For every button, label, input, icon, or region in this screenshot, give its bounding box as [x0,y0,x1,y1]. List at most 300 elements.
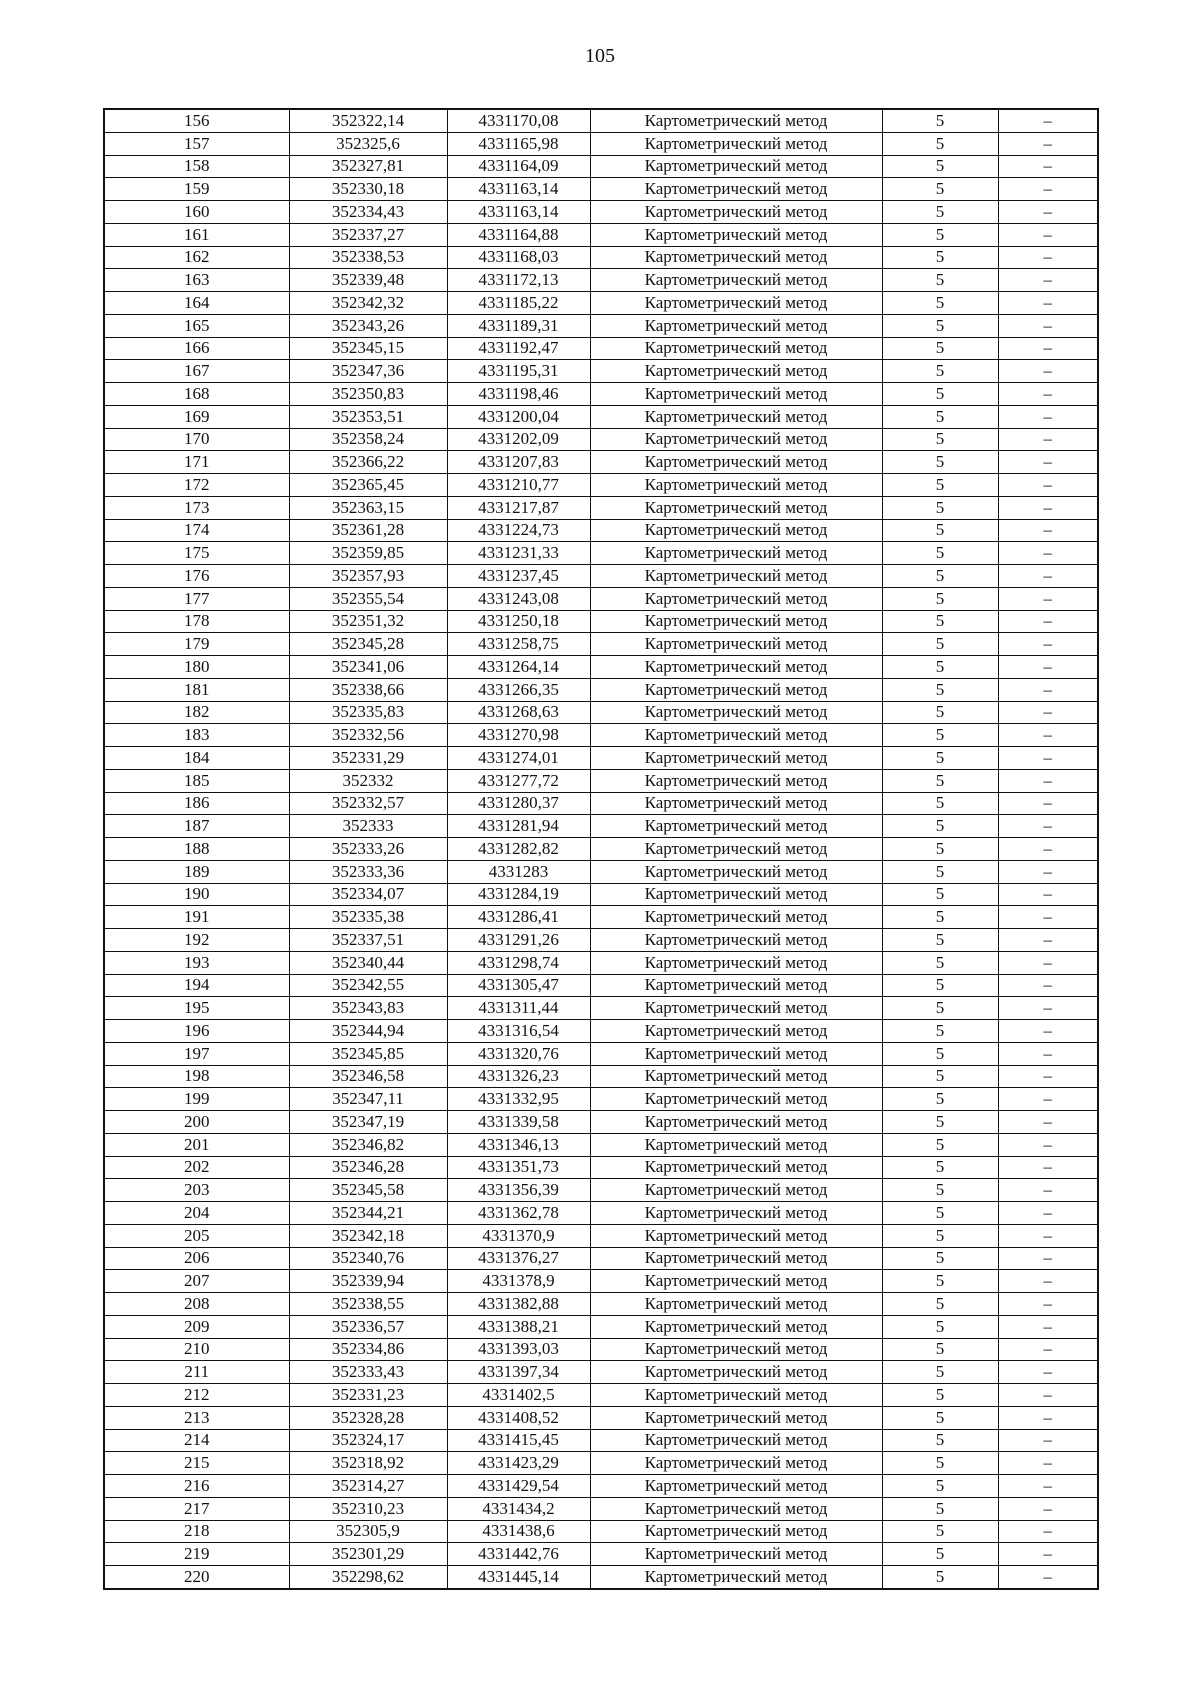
y-coordinate-cell: 4331326,23 [447,1065,590,1088]
note-cell: – [998,542,1098,565]
accuracy-cell: 5 [882,1247,998,1270]
note-cell: – [998,1361,1098,1384]
y-coordinate-cell: 4331397,34 [447,1361,590,1384]
accuracy-cell: 5 [882,1543,998,1566]
y-coordinate-cell: 4331378,9 [447,1270,590,1293]
x-coordinate-cell: 352336,57 [289,1315,447,1338]
x-coordinate-cell: 352339,48 [289,269,447,292]
y-coordinate-cell: 4331281,94 [447,815,590,838]
method-cell: Картометрический метод [590,1315,882,1338]
table-row [104,610,1098,633]
accuracy-cell: 5 [882,883,998,906]
table-row [104,542,1098,565]
note-cell: – [998,1566,1098,1589]
point-number-cell: 163 [104,269,289,292]
x-coordinate-cell: 352322,14 [289,109,447,132]
accuracy-cell: 5 [882,201,998,224]
x-coordinate-cell: 352346,28 [289,1156,447,1179]
note-cell: – [998,565,1098,588]
method-cell: Картометрический метод [590,405,882,428]
x-coordinate-cell: 352359,85 [289,542,447,565]
note-cell: – [998,201,1098,224]
point-number-cell: 176 [104,565,289,588]
x-coordinate-cell: 352333,36 [289,860,447,883]
point-number-cell: 169 [104,405,289,428]
y-coordinate-cell: 4331277,72 [447,769,590,792]
point-number-cell: 185 [104,769,289,792]
y-coordinate-cell: 4331210,77 [447,474,590,497]
note-cell: – [998,383,1098,406]
x-coordinate-cell: 352347,19 [289,1111,447,1134]
point-number-cell: 167 [104,360,289,383]
table-row [104,587,1098,610]
accuracy-cell: 5 [882,906,998,929]
note-cell: – [998,1475,1098,1498]
method-cell: Картометрический метод [590,1384,882,1407]
point-number-cell: 164 [104,292,289,315]
y-coordinate-cell: 4331164,88 [447,223,590,246]
point-number-cell: 178 [104,610,289,633]
x-coordinate-cell: 352340,76 [289,1247,447,1270]
method-cell: Картометрический метод [590,724,882,747]
point-number-cell: 157 [104,132,289,155]
table-row [104,1429,1098,1452]
x-coordinate-cell: 352355,54 [289,587,447,610]
method-cell: Картометрический метод [590,451,882,474]
note-cell: – [998,838,1098,861]
method-cell: Картометрический метод [590,701,882,724]
point-number-cell: 188 [104,838,289,861]
x-coordinate-cell: 352310,23 [289,1497,447,1520]
note-cell: – [998,678,1098,701]
note-cell: – [998,587,1098,610]
note-cell: – [998,178,1098,201]
note-cell: – [998,292,1098,315]
method-cell: Картометрический метод [590,1520,882,1543]
point-number-cell: 179 [104,633,289,656]
x-coordinate-cell: 352361,28 [289,519,447,542]
accuracy-cell: 5 [882,1270,998,1293]
accuracy-cell: 5 [882,1406,998,1429]
method-cell: Картометрический метод [590,1202,882,1225]
x-coordinate-cell: 352332 [289,769,447,792]
x-coordinate-cell: 352334,07 [289,883,447,906]
x-coordinate-cell: 352330,18 [289,178,447,201]
note-cell: – [998,724,1098,747]
point-number-cell: 218 [104,1520,289,1543]
y-coordinate-cell: 4331200,04 [447,405,590,428]
accuracy-cell: 5 [882,405,998,428]
note-cell: – [998,1338,1098,1361]
method-cell: Картометрический метод [590,1156,882,1179]
note-cell: – [998,269,1098,292]
accuracy-cell: 5 [882,747,998,770]
accuracy-cell: 5 [882,474,998,497]
table-row [104,974,1098,997]
y-coordinate-cell: 4331311,44 [447,997,590,1020]
accuracy-cell: 5 [882,633,998,656]
note-cell: – [998,1384,1098,1407]
note-cell: – [998,747,1098,770]
x-coordinate-cell: 352334,86 [289,1338,447,1361]
point-number-cell: 156 [104,109,289,132]
point-number-cell: 182 [104,701,289,724]
method-cell: Картометрический метод [590,815,882,838]
point-number-cell: 165 [104,314,289,337]
method-cell: Картометрический метод [590,178,882,201]
point-number-cell: 199 [104,1088,289,1111]
y-coordinate-cell: 4331224,73 [447,519,590,542]
point-number-cell: 158 [104,155,289,178]
method-cell: Картометрический метод [590,519,882,542]
table-row [104,519,1098,542]
x-coordinate-cell: 352333 [289,815,447,838]
table-row [104,201,1098,224]
point-number-cell: 193 [104,951,289,974]
y-coordinate-cell: 4331280,37 [447,792,590,815]
method-cell: Картометрический метод [590,474,882,497]
x-coordinate-cell: 352341,06 [289,656,447,679]
x-coordinate-cell: 352347,36 [289,360,447,383]
point-number-cell: 198 [104,1065,289,1088]
x-coordinate-cell: 352358,24 [289,428,447,451]
method-cell: Картометрический метод [590,1111,882,1134]
table-row [104,132,1098,155]
method-cell: Картометрический метод [590,223,882,246]
table-row [104,1156,1098,1179]
point-number-cell: 162 [104,246,289,269]
x-coordinate-cell: 352350,83 [289,383,447,406]
note-cell: – [998,1429,1098,1452]
accuracy-cell: 5 [882,997,998,1020]
note-cell: – [998,997,1098,1020]
accuracy-cell: 5 [882,974,998,997]
point-number-cell: 217 [104,1497,289,1520]
method-cell: Картометрический метод [590,496,882,519]
point-number-cell: 184 [104,747,289,770]
y-coordinate-cell: 4331408,52 [447,1406,590,1429]
accuracy-cell: 5 [882,132,998,155]
x-coordinate-cell: 352333,26 [289,838,447,861]
table-row [104,337,1098,360]
table-row [104,747,1098,770]
point-number-cell: 196 [104,1020,289,1043]
coordinates-table [103,108,1099,1590]
method-cell: Картометрический метод [590,1566,882,1589]
note-cell: – [998,860,1098,883]
y-coordinate-cell: 4331170,08 [447,109,590,132]
point-number-cell: 189 [104,860,289,883]
point-number-cell: 209 [104,1315,289,1338]
accuracy-cell: 5 [882,1315,998,1338]
point-number-cell: 174 [104,519,289,542]
accuracy-cell: 5 [882,292,998,315]
method-cell: Картометрический метод [590,974,882,997]
note-cell: – [998,314,1098,337]
y-coordinate-cell: 4331346,13 [447,1133,590,1156]
method-cell: Картометрический метод [590,951,882,974]
y-coordinate-cell: 4331316,54 [447,1020,590,1043]
x-coordinate-cell: 352346,82 [289,1133,447,1156]
y-coordinate-cell: 4331356,39 [447,1179,590,1202]
accuracy-cell: 5 [882,1429,998,1452]
note-cell: – [998,405,1098,428]
table-row [104,109,1098,132]
accuracy-cell: 5 [882,951,998,974]
note-cell: – [998,633,1098,656]
point-number-cell: 166 [104,337,289,360]
accuracy-cell: 5 [882,223,998,246]
method-cell: Картометрический метод [590,1293,882,1316]
method-cell: Картометрический метод [590,292,882,315]
accuracy-cell: 5 [882,1156,998,1179]
note-cell: – [998,1224,1098,1247]
table-row [104,246,1098,269]
point-number-cell: 204 [104,1202,289,1225]
table-row [104,405,1098,428]
x-coordinate-cell: 352301,29 [289,1543,447,1566]
note-cell: – [998,337,1098,360]
x-coordinate-cell: 352338,55 [289,1293,447,1316]
table-row [104,1384,1098,1407]
accuracy-cell: 5 [882,1133,998,1156]
note-cell: – [998,1133,1098,1156]
note-cell: – [998,1247,1098,1270]
point-number-cell: 186 [104,792,289,815]
y-coordinate-cell: 4331165,98 [447,132,590,155]
x-coordinate-cell: 352332,57 [289,792,447,815]
accuracy-cell: 5 [882,838,998,861]
x-coordinate-cell: 352331,23 [289,1384,447,1407]
note-cell: – [998,792,1098,815]
y-coordinate-cell: 4331168,03 [447,246,590,269]
x-coordinate-cell: 352340,44 [289,951,447,974]
point-number-cell: 200 [104,1111,289,1134]
y-coordinate-cell: 4331442,76 [447,1543,590,1566]
method-cell: Картометрический метод [590,929,882,952]
method-cell: Картометрический метод [590,1270,882,1293]
y-coordinate-cell: 4331250,18 [447,610,590,633]
method-cell: Картометрический метод [590,838,882,861]
accuracy-cell: 5 [882,1497,998,1520]
accuracy-cell: 5 [882,656,998,679]
x-coordinate-cell: 352318,92 [289,1452,447,1475]
x-coordinate-cell: 352337,51 [289,929,447,952]
table-row [104,1406,1098,1429]
table-row [104,1179,1098,1202]
x-coordinate-cell: 352342,18 [289,1224,447,1247]
accuracy-cell: 5 [882,929,998,952]
x-coordinate-cell: 352346,58 [289,1065,447,1088]
method-cell: Картометрический метод [590,610,882,633]
accuracy-cell: 5 [882,269,998,292]
note-cell: – [998,132,1098,155]
table-row [104,701,1098,724]
note-cell: – [998,610,1098,633]
method-cell: Картометрический метод [590,428,882,451]
table-row [104,1020,1098,1043]
y-coordinate-cell: 4331202,09 [447,428,590,451]
table-row [104,451,1098,474]
y-coordinate-cell: 4331393,03 [447,1338,590,1361]
y-coordinate-cell: 4331243,08 [447,587,590,610]
y-coordinate-cell: 4331382,88 [447,1293,590,1316]
note-cell: – [998,496,1098,519]
note-cell: – [998,1088,1098,1111]
point-number-cell: 183 [104,724,289,747]
accuracy-cell: 5 [882,1088,998,1111]
table-row [104,1202,1098,1225]
table-row [104,223,1098,246]
accuracy-cell: 5 [882,496,998,519]
x-coordinate-cell: 352339,94 [289,1270,447,1293]
x-coordinate-cell: 352345,15 [289,337,447,360]
method-cell: Картометрический метод [590,1179,882,1202]
point-number-cell: 170 [104,428,289,451]
table-row [104,656,1098,679]
x-coordinate-cell: 352333,43 [289,1361,447,1384]
note-cell: – [998,1111,1098,1134]
accuracy-cell: 5 [882,155,998,178]
note-cell: – [998,1202,1098,1225]
point-number-cell: 220 [104,1566,289,1589]
point-number-cell: 180 [104,656,289,679]
accuracy-cell: 5 [882,769,998,792]
method-cell: Картометрический метод [590,1338,882,1361]
point-number-cell: 212 [104,1384,289,1407]
point-number-cell: 160 [104,201,289,224]
method-cell: Картометрический метод [590,132,882,155]
table-row [104,292,1098,315]
note-cell: – [998,701,1098,724]
note-cell: – [998,656,1098,679]
x-coordinate-cell: 352342,32 [289,292,447,315]
x-coordinate-cell: 352345,28 [289,633,447,656]
method-cell: Картометрический метод [590,1452,882,1475]
note-cell: – [998,1020,1098,1043]
table-row [104,1088,1098,1111]
accuracy-cell: 5 [882,792,998,815]
point-number-cell: 215 [104,1452,289,1475]
x-coordinate-cell: 352353,51 [289,405,447,428]
method-cell: Картометрический метод [590,906,882,929]
table-row [104,496,1098,519]
y-coordinate-cell: 4331274,01 [447,747,590,770]
table-row [104,1065,1098,1088]
y-coordinate-cell: 4331351,73 [447,1156,590,1179]
y-coordinate-cell: 4331207,83 [447,451,590,474]
note-cell: – [998,1520,1098,1543]
point-number-cell: 201 [104,1133,289,1156]
table-row [104,769,1098,792]
table-row [104,1520,1098,1543]
y-coordinate-cell: 4331282,82 [447,838,590,861]
x-coordinate-cell: 352363,15 [289,496,447,519]
method-cell: Картометрический метод [590,656,882,679]
x-coordinate-cell: 352328,28 [289,1406,447,1429]
x-coordinate-cell: 352334,43 [289,201,447,224]
note-cell: – [998,1065,1098,1088]
accuracy-cell: 5 [882,109,998,132]
accuracy-cell: 5 [882,587,998,610]
table-row [104,1566,1098,1589]
method-cell: Картометрический метод [590,1361,882,1384]
accuracy-cell: 5 [882,360,998,383]
x-coordinate-cell: 352347,11 [289,1088,447,1111]
table-row [104,1270,1098,1293]
table-row [104,724,1098,747]
y-coordinate-cell: 4331298,74 [447,951,590,974]
page-number: 105 [585,45,615,67]
accuracy-cell: 5 [882,1202,998,1225]
y-coordinate-cell: 4331429,54 [447,1475,590,1498]
table-row [104,1338,1098,1361]
y-coordinate-cell: 4331370,9 [447,1224,590,1247]
method-cell: Картометрический метод [590,1406,882,1429]
accuracy-cell: 5 [882,1361,998,1384]
method-cell: Картометрический метод [590,633,882,656]
accuracy-cell: 5 [882,1384,998,1407]
y-coordinate-cell: 4331192,47 [447,337,590,360]
accuracy-cell: 5 [882,1065,998,1088]
method-cell: Картометрический метод [590,769,882,792]
accuracy-cell: 5 [882,724,998,747]
point-number-cell: 216 [104,1475,289,1498]
accuracy-cell: 5 [882,1224,998,1247]
note-cell: – [998,155,1098,178]
point-number-cell: 197 [104,1042,289,1065]
method-cell: Картометрический метод [590,314,882,337]
table-row [104,1315,1098,1338]
y-coordinate-cell: 4331284,19 [447,883,590,906]
x-coordinate-cell: 352344,21 [289,1202,447,1225]
accuracy-cell: 5 [882,1179,998,1202]
coordinates-table-body [104,109,1098,1589]
table-row [104,1293,1098,1316]
x-coordinate-cell: 352327,81 [289,155,447,178]
note-cell: – [998,929,1098,952]
accuracy-cell: 5 [882,1293,998,1316]
point-number-cell: 172 [104,474,289,497]
accuracy-cell: 5 [882,178,998,201]
note-cell: – [998,519,1098,542]
accuracy-cell: 5 [882,1452,998,1475]
note-cell: – [998,1270,1098,1293]
table-row [104,474,1098,497]
y-coordinate-cell: 4331163,14 [447,178,590,201]
note-cell: – [998,1406,1098,1429]
table-row [104,929,1098,952]
x-coordinate-cell: 352305,9 [289,1520,447,1543]
accuracy-cell: 5 [882,383,998,406]
x-coordinate-cell: 352298,62 [289,1566,447,1589]
y-coordinate-cell: 4331286,41 [447,906,590,929]
method-cell: Картометрический метод [590,1065,882,1088]
table-row [104,269,1098,292]
point-number-cell: 181 [104,678,289,701]
accuracy-cell: 5 [882,542,998,565]
x-coordinate-cell: 352345,85 [289,1042,447,1065]
note-cell: – [998,223,1098,246]
point-number-cell: 206 [104,1247,289,1270]
point-number-cell: 192 [104,929,289,952]
table-row [104,155,1098,178]
x-coordinate-cell: 352338,53 [289,246,447,269]
point-number-cell: 202 [104,1156,289,1179]
y-coordinate-cell: 4331376,27 [447,1247,590,1270]
accuracy-cell: 5 [882,314,998,337]
y-coordinate-cell: 4331163,14 [447,201,590,224]
